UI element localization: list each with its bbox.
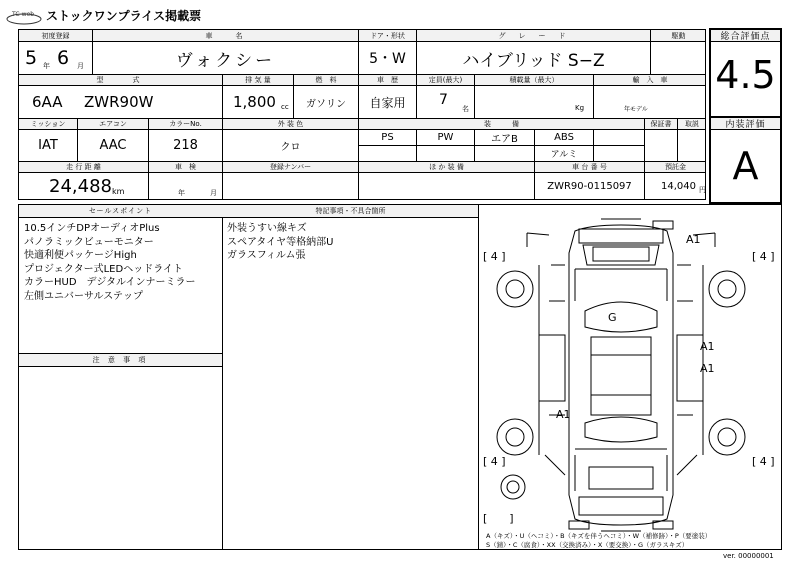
plate-header: 登録ナンバー — [269, 162, 312, 171]
mileage: 24,488 — [49, 176, 112, 197]
reg-month-unit: 月 — [77, 62, 84, 70]
remark: スペアタイヤ等格納部U — [227, 236, 334, 248]
drive — [651, 42, 706, 74]
history: 自家用 — [369, 95, 406, 110]
color-no: 218 — [173, 138, 198, 153]
remarks-header: 特記事項・不具合箇所 — [315, 207, 386, 215]
car-name-header: 車 名 — [205, 31, 246, 40]
tire-label: [ 4 ] — [483, 455, 506, 468]
remark: 外装うすい線キズ — [227, 223, 307, 234]
damage-mark: G — [608, 311, 617, 324]
capacity: 7 — [439, 92, 448, 108]
door-header: ドア・形状 — [370, 31, 405, 40]
damage-diagram — [479, 205, 781, 549]
equipment-item: PW — [437, 132, 454, 143]
import-header: 輸 入 車 — [632, 75, 668, 84]
first-reg-header: 初度登録 — [41, 31, 70, 40]
model: ZWR90W — [84, 93, 154, 111]
mileage-header: 走 行 距 離 — [66, 162, 101, 171]
legend-line: S（錆）・C（腐食）・XX（交換済み）・X（要交換）・G（ガラスキズ） — [486, 541, 689, 549]
equipment-item — [359, 146, 416, 161]
grade: ハイブリッド S−Z — [462, 50, 605, 71]
sales-point: パノラミックビューモニター — [24, 236, 154, 248]
aircon-header: エアコン — [99, 119, 127, 128]
inspection-month-unit: 月 — [210, 189, 217, 197]
notes-header: 注 意 事 項 — [19, 354, 222, 366]
car-name: ヴォクシー — [175, 50, 276, 71]
reg-month: 6 — [57, 47, 70, 69]
tire-label: [ 4 ] — [752, 455, 775, 468]
version: ver. 00000001 — [723, 552, 774, 560]
fuel-header: 燃 料 — [315, 75, 337, 84]
capacity-header: 定員(最大) — [428, 75, 463, 84]
damage-mark: A1 — [556, 408, 571, 421]
deposit-unit: 円 — [699, 186, 706, 194]
logo — [6, 10, 42, 22]
reg-year: 5 — [25, 47, 38, 69]
equipment-item: ABS — [554, 132, 574, 143]
drive-header: 駆動 — [671, 31, 686, 40]
equipment-item: アルミ — [550, 150, 578, 160]
equipment-item: PS — [381, 132, 394, 143]
damage-mark: A1 — [700, 340, 715, 353]
displacement-unit: cc — [281, 103, 289, 111]
displacement-header: 排 気 量 — [245, 75, 271, 84]
warranty-header: 保証書 — [650, 119, 672, 128]
color-no-header: カラーNo. — [169, 119, 202, 128]
inspection-year-unit: 年 — [178, 189, 185, 197]
equipment-item — [475, 146, 534, 161]
spare-tire-label: [ ] — [483, 512, 514, 525]
mission: IAT — [38, 138, 58, 153]
overall-score-header: 総合評価点 — [711, 30, 780, 42]
equipment-item — [417, 146, 474, 161]
chassis-no-header: 車 台 番 号 — [572, 162, 607, 171]
damage-mark: A1 — [700, 362, 715, 375]
fuel: ガソリン — [306, 98, 346, 110]
model-header: 型 式 — [96, 75, 145, 84]
sales-point: カラーHUD デジタルインナーミラー — [24, 277, 196, 288]
equipment-item: エアB — [491, 134, 518, 145]
damage-mark: A1 — [686, 233, 701, 246]
deposit-header: 預託金 — [665, 162, 686, 171]
sales-point: 左側ユニバーサルステップ — [24, 290, 143, 302]
model-prefix: 6AA — [32, 93, 63, 111]
sales-point: 快適利便パッケージHigh — [24, 250, 137, 261]
tire-label: [ 4 ] — [752, 250, 775, 263]
deposit: 14,040 — [661, 181, 696, 192]
logo-text: TC-web — [12, 11, 35, 18]
overall-score: 4.5 — [715, 53, 776, 97]
import-model-year: 年モデル — [624, 106, 648, 113]
other-equipment-header: ほ か 装 備 — [429, 162, 464, 171]
sales-points-list — [24, 222, 195, 303]
remarks-list — [227, 222, 333, 263]
sales-point: プロジェクター式LEDヘッドライト — [24, 263, 183, 275]
mileage-unit: km — [112, 187, 125, 196]
capacity-unit: 名 — [462, 105, 469, 113]
load-unit: Kg — [575, 104, 585, 112]
exterior-color: クロ — [280, 142, 301, 153]
sales-point: 10.5インチDPオーディオPlus — [24, 223, 160, 234]
exterior-header: 外 装 色 — [277, 119, 304, 128]
chassis-no: ZWR90-0115097 — [547, 181, 632, 192]
mission-header: ミッション — [30, 119, 66, 128]
load-header: 積載量（最大） — [509, 75, 559, 84]
displacement: 1,800 — [233, 93, 276, 111]
door-shape: 5・W — [369, 51, 406, 67]
remark: ガラスフィルム張 — [227, 250, 306, 261]
aircon: AAC — [99, 138, 127, 153]
legend-line: A（キズ）・U（ヘコミ）・B（キズを伴うヘコミ）・W（補修跡）・P（要塗装） — [486, 532, 712, 540]
sales-points-header: セールスポイント — [88, 207, 153, 215]
sheet-title: ストックワンプライス掲載票 — [46, 9, 202, 23]
manual-header: 取説 — [685, 119, 699, 128]
history-header: 車 歴 — [377, 75, 398, 84]
inspection-header: 車 検 — [175, 162, 196, 171]
grade-header: グ レ ー ド — [498, 31, 569, 40]
equipment-header: 装 備 — [484, 119, 519, 128]
reg-year-unit: 年 — [43, 62, 50, 70]
interior-score-header: 内装評価 — [711, 118, 780, 130]
interior-score: A — [732, 144, 759, 188]
tire-label: [ 4 ] — [483, 250, 506, 263]
